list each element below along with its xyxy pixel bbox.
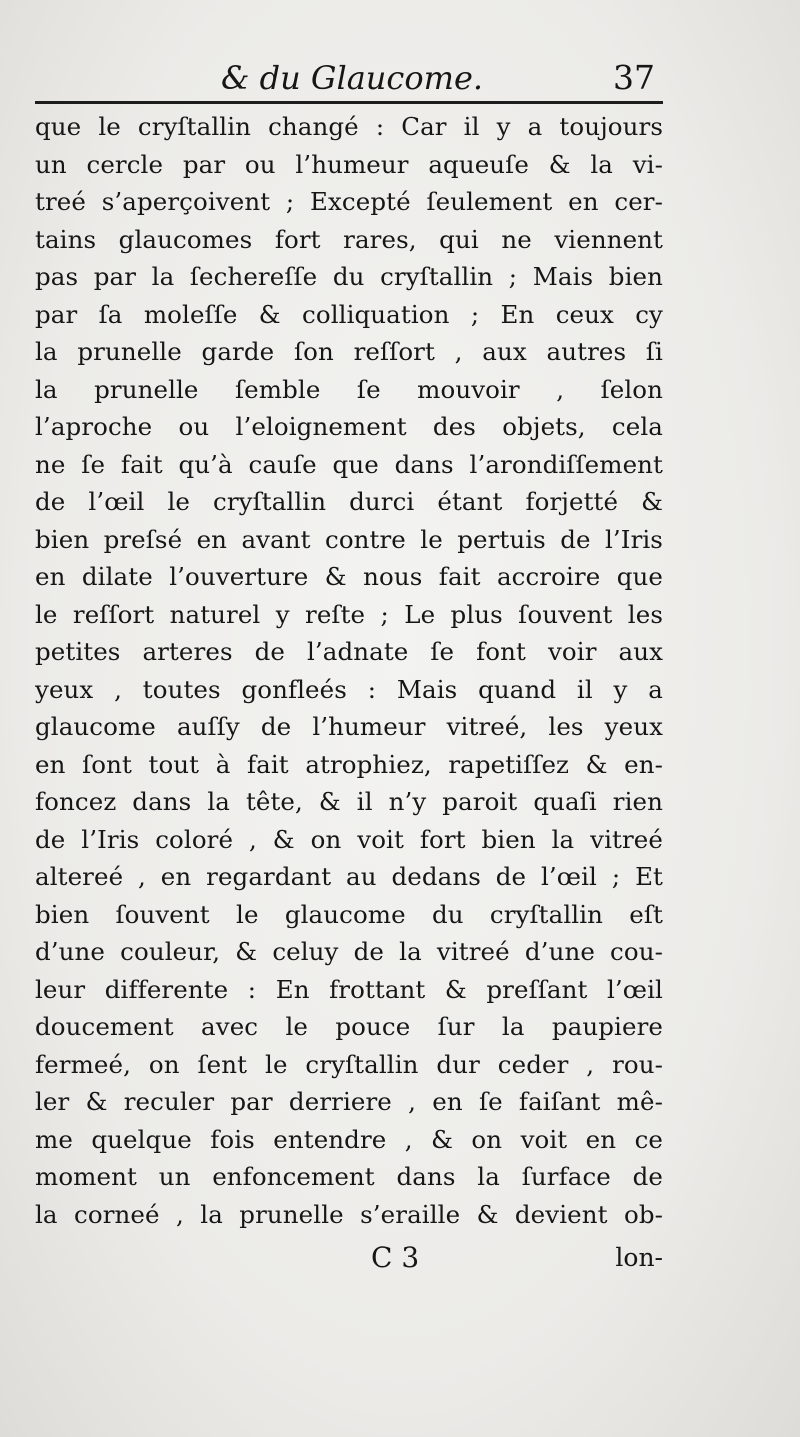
- text-line: ne ſe fait qu’à cauſe que dans l’arondiſſement: [35, 449, 663, 479]
- running-title: & du Glaucome.: [221, 59, 484, 97]
- text-line: d’une couleur, & celuy de la vitreé d’une cou-: [35, 937, 663, 966]
- text-line: fermeé, on ſent le cryſtallin dur ceder , rou-: [35, 1049, 663, 1079]
- header-rule: [35, 101, 663, 104]
- text-line: que le cryſtallin changé : Car il y a toujours: [35, 112, 663, 141]
- text-line: glaucome auſſy de l’humeur vitreé, les yeux: [35, 712, 663, 741]
- text-line: en ſont tout à fait atrophiez, rapetiſſez & en-: [35, 749, 663, 779]
- text-line: petites arteres de l’adnate ſe font voir aux: [35, 637, 663, 666]
- signature-mark: C 3: [371, 1241, 420, 1274]
- text-line: foncez dans la tête, & il n’y paroit quaſi rien: [35, 787, 663, 816]
- text-line: pas par la ſechereſſe du cryſtallin ; Mais bien: [35, 262, 663, 291]
- text-line: bien preſsé en avant contre le pertuis de l’Iris: [35, 524, 663, 554]
- text-line: tains glaucomes fort rares, qui ne viennent: [35, 224, 663, 254]
- catchword: lon-: [615, 1243, 663, 1272]
- text-line: yeux , toutes gonfleés : Mais quand il y a: [35, 674, 663, 704]
- text-line: doucement avec le pouce ſur la paupiere: [35, 1012, 663, 1041]
- text-line: par ſa moleſſe & colliquation ; En ceux cy: [35, 299, 663, 329]
- page-header: [35, 56, 663, 100]
- text-line: bien ſouvent le glaucome du cryſtallin eſt: [35, 899, 663, 929]
- text-line: altereé , en regardant au dedans de l’œil ; Et: [35, 862, 663, 891]
- text-line: la corneé , la prunelle s’eraille & devient ob-: [35, 1199, 663, 1229]
- text-line: moment un enfoncement dans la ſurface de: [35, 1162, 663, 1191]
- text-line: treé s’aperçoivent ; Excepté ſeulement en cer-: [35, 187, 663, 216]
- text-line: un cercle par ou l’humeur aqueuſe & la vi-: [35, 149, 663, 179]
- text-line: me quelque fois entendre , & on voit en ce: [35, 1124, 663, 1154]
- page-number: 37: [613, 58, 655, 97]
- text-line: de l’œil le cryſtallin durci étant forjetté &: [35, 487, 663, 516]
- text-line: en dilate l’ouverture & nous fait accroire que: [35, 562, 663, 591]
- body-text: [35, 108, 663, 1233]
- text-line: le reſſort naturel y reſte ; Le plus ſouvent les: [35, 599, 663, 629]
- text-line: la prunelle ſemble ſe mouvoir , ſelon: [35, 374, 663, 404]
- text-line: la prunelle garde ſon reſſort , aux autres ſi: [35, 337, 663, 366]
- text-line: l’aproche ou l’eloignement des objets, cela: [35, 412, 663, 441]
- text-line: de l’Iris coloré , & on voit fort bien la vitreé: [35, 824, 663, 854]
- text-line: leur differente : En frottant & preſſant l’œil: [35, 974, 663, 1004]
- text-line: ler & reculer par derriere , en ſe faiſant mê-: [35, 1087, 663, 1116]
